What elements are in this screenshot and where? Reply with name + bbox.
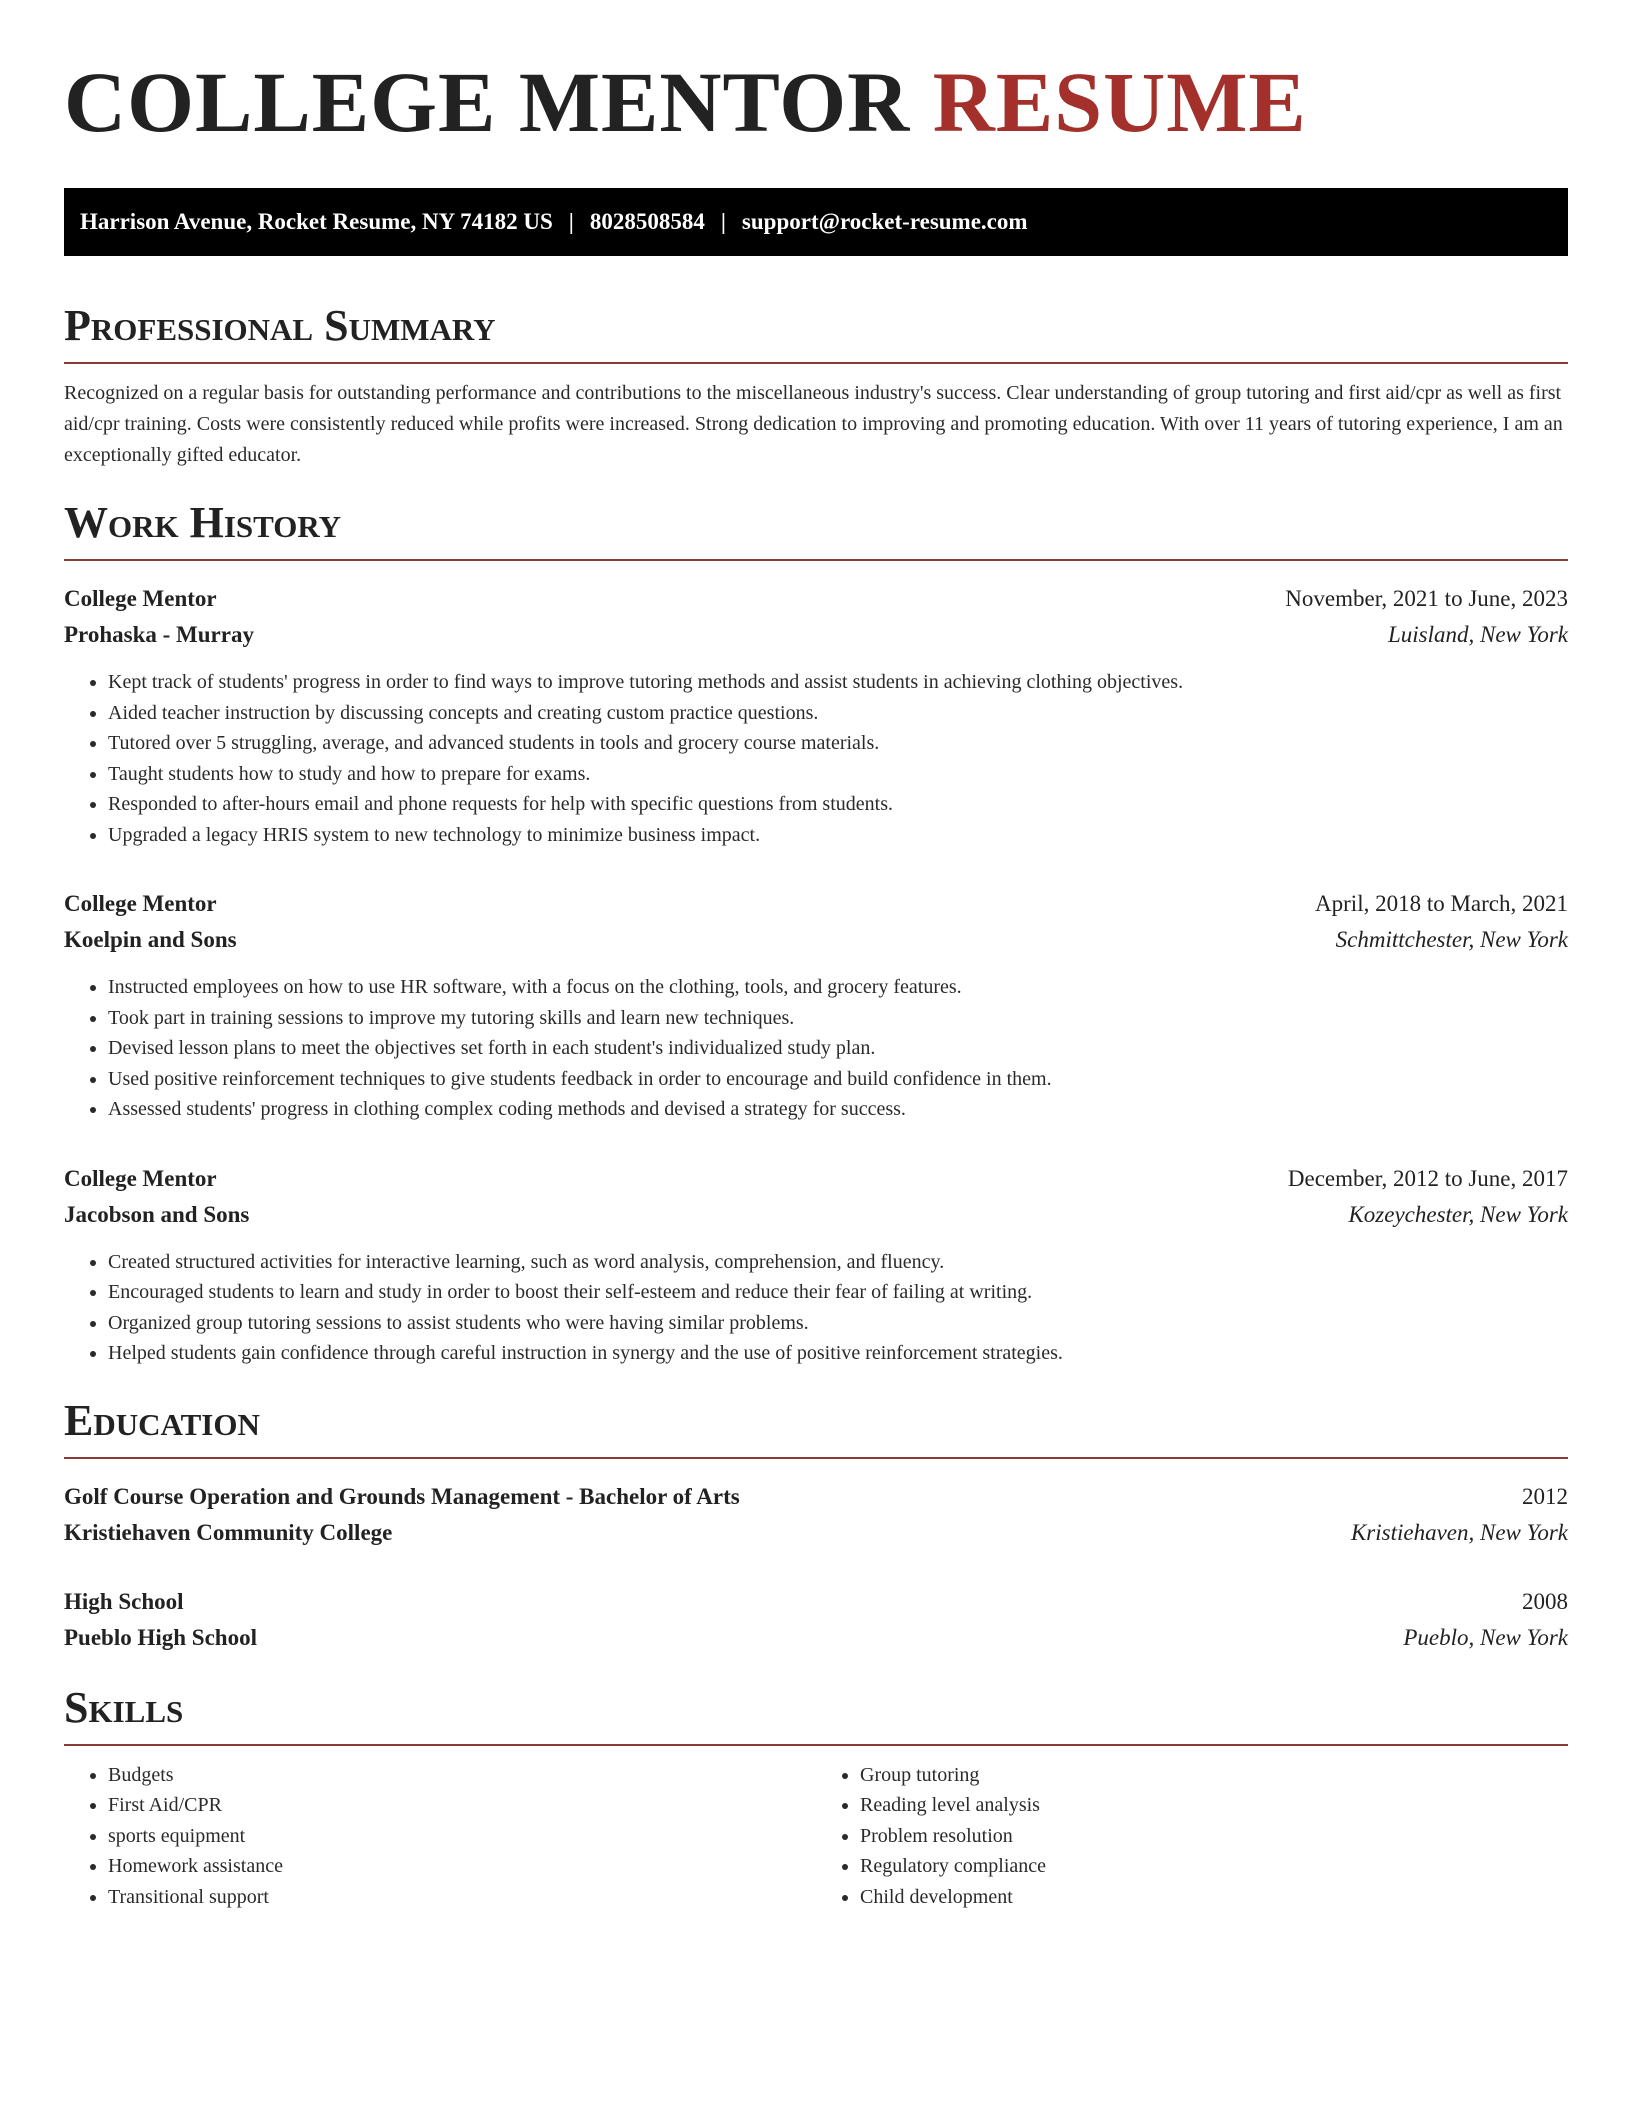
skill-item: • Homework assistance bbox=[108, 1851, 816, 1882]
contact-phone: 8028508584 bbox=[589, 209, 705, 234]
education-year: 2012 bbox=[1522, 1483, 1568, 1509]
skill-item: • First Aid/CPR bbox=[108, 1790, 816, 1821]
education-school: Pueblo High School bbox=[64, 1624, 257, 1650]
education-location: Pueblo, New York bbox=[1403, 1624, 1568, 1650]
education-section bbox=[64, 1397, 1568, 1656]
resume-title bbox=[64, 56, 1568, 148]
work-history-heading: Work History bbox=[64, 499, 1568, 561]
summary-heading: Professional Summary bbox=[64, 302, 1568, 364]
skill-item: • Reading level analysis bbox=[860, 1790, 1568, 1821]
job-bullet: • Helped students gain confidence through careful instruction in synergy and the use of positive reinforcement strategies. bbox=[108, 1338, 1568, 1369]
job-dates: April, 2018 to March, 2021 bbox=[1315, 891, 1568, 916]
title-accent: RESUME bbox=[932, 54, 1307, 150]
skills-section bbox=[64, 1684, 1568, 1913]
job-bullet: • Devised lesson plans to meet the objectives set forth in each student's individualized study plan. bbox=[108, 1033, 1568, 1064]
job-bullet: • Took part in training sessions to improve my tutoring skills and learn new techniques. bbox=[108, 1003, 1568, 1034]
skill-item: • Problem resolution bbox=[860, 1821, 1568, 1852]
job-company-row bbox=[64, 922, 1568, 958]
job-bullet: • Responded to after-hours email and phone requests for help with specific questions from students. bbox=[108, 789, 1568, 820]
contact-bar bbox=[64, 188, 1568, 256]
education-year: 2008 bbox=[1522, 1588, 1568, 1614]
education-school-row bbox=[64, 1620, 1568, 1656]
education-degree-row bbox=[64, 1479, 1568, 1515]
job-title: College Mentor bbox=[64, 586, 217, 611]
skill-item: • Group tutoring bbox=[860, 1760, 1568, 1791]
skills-list-left bbox=[64, 1760, 816, 1913]
job-bullet: • Organized group tutoring sessions to assist students who were having similar problems. bbox=[108, 1308, 1568, 1339]
job-bullet: • Created structured activities for interactive learning, such as word analysis, comprehension, and fluency. bbox=[108, 1247, 1568, 1278]
job-bullet: • Used positive reinforcement techniques to give students feedback in order to encourage and build confidence in them. bbox=[108, 1064, 1568, 1095]
job-dates: December, 2012 to June, 2017 bbox=[1287, 1165, 1568, 1191]
job-location: Kozeychester, New York bbox=[1348, 1201, 1568, 1227]
job-bullets bbox=[64, 1247, 1568, 1369]
job-bullet: • Taught students how to study and how to prepare for exams. bbox=[108, 759, 1568, 790]
skill-item: • Regulatory compliance bbox=[860, 1851, 1568, 1882]
job-bullet: • Aided teacher instruction by discussing concepts and creating custom practice questions. bbox=[108, 698, 1568, 729]
job-bullet: • Assessed students' progress in clothing complex coding methods and devised a strategy for success. bbox=[108, 1094, 1568, 1125]
job-location: Luisland, New York bbox=[1387, 622, 1568, 647]
job-bullet: • Instructed employees on how to use HR software, with a focus on the clothing, tools, and grocery features. bbox=[108, 972, 1568, 1003]
job-entry bbox=[64, 886, 1568, 1125]
contact-separator: | bbox=[720, 209, 726, 234]
job-title: College Mentor bbox=[64, 891, 217, 916]
job-entry bbox=[64, 1161, 1568, 1369]
contact-address: Harrison Avenue, Rocket Resume, NY 74182 US bbox=[80, 209, 553, 234]
contact-email: support@rocket-resume.com bbox=[741, 209, 1028, 234]
education-entry bbox=[64, 1479, 1568, 1551]
job-bullet: • Upgraded a legacy HRIS system to new technology to minimize business impact. bbox=[108, 820, 1568, 851]
job-company-row bbox=[64, 1197, 1568, 1233]
job-bullets bbox=[64, 667, 1568, 850]
education-school-row bbox=[64, 1515, 1568, 1551]
job-entry bbox=[64, 581, 1568, 850]
skills-list-right bbox=[816, 1760, 1568, 1913]
skill-item: • Transitional support bbox=[108, 1882, 816, 1913]
job-company: Koelpin and Sons bbox=[64, 927, 237, 952]
job-dates: November, 2021 to June, 2023 bbox=[1285, 586, 1568, 611]
education-entry bbox=[64, 1584, 1568, 1656]
education-heading: Education bbox=[64, 1397, 1568, 1459]
job-bullet: • Kept track of students' progress in order to find ways to improve tutoring methods and assist students in achieving clothing objectives. bbox=[108, 667, 1568, 698]
education-school: Kristiehaven Community College bbox=[64, 1519, 393, 1545]
job-bullets bbox=[64, 972, 1568, 1125]
skill-item: • sports equipment bbox=[108, 1821, 816, 1852]
skill-item: • Child development bbox=[860, 1882, 1568, 1913]
education-location: Kristiehaven, New York bbox=[1350, 1519, 1568, 1545]
job-bullet: • Encouraged students to learn and study in order to boost their self-esteem and reduce their fear of failing at writing. bbox=[108, 1277, 1568, 1308]
skills-columns bbox=[64, 1760, 1568, 1913]
skill-item: • Budgets bbox=[108, 1760, 816, 1791]
job-bullet: • Tutored over 5 struggling, average, and advanced students in tools and grocery course materials. bbox=[108, 728, 1568, 759]
job-company: Jacobson and Sons bbox=[64, 1201, 250, 1227]
skills-heading: Skills bbox=[64, 1684, 1568, 1746]
job-company: Prohaska - Murray bbox=[64, 622, 254, 647]
job-company-row bbox=[64, 617, 1568, 653]
education-degree-row bbox=[64, 1584, 1568, 1620]
work-history-section bbox=[64, 499, 1568, 1369]
contact-separator: | bbox=[568, 209, 574, 234]
job-title-row bbox=[64, 1161, 1568, 1197]
title-main: COLLEGE MENTOR bbox=[64, 54, 911, 150]
education-degree: High School bbox=[64, 1588, 184, 1614]
summary-section bbox=[64, 302, 1568, 471]
job-location: Schmittchester, New York bbox=[1335, 927, 1568, 952]
education-degree: Golf Course Operation and Grounds Management - Bachelor of Arts bbox=[64, 1483, 740, 1509]
job-title-row bbox=[64, 581, 1568, 617]
summary-text: Recognized on a regular basis for outstanding performance and contributions to the miscellaneous industry's success. Clear understanding of group tutoring and first aid/cpr as well as first aid/cpr training. Costs were consistently reduced while profits were increased. Strong dedication to improving and promoting education. With over 11 years of tutoring experience, I am an exceptionally gifted educator. bbox=[64, 382, 1563, 466]
job-title-row bbox=[64, 886, 1568, 922]
job-title: College Mentor bbox=[64, 1165, 217, 1191]
